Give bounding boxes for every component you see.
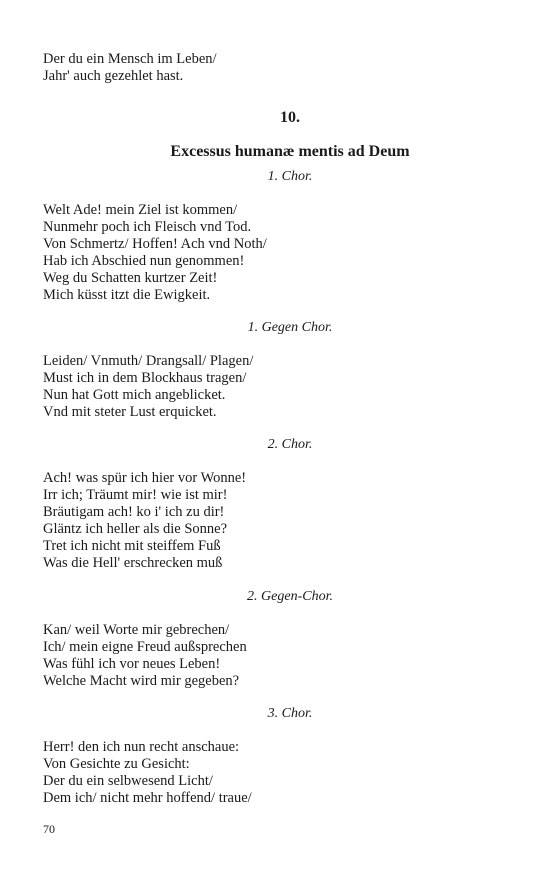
section-heading: 3. Chor. xyxy=(267,706,313,721)
verse-line: Tret ich nicht mit steiffem Fuß xyxy=(43,538,221,554)
verse-line: Welt Ade! mein Ziel ist kommen/ xyxy=(43,202,238,218)
verse-line: Herr! den ich nun recht anschaue: xyxy=(43,739,240,755)
verse-line: Leiden/ Vnmuth/ Drangsall/ Plagen/ xyxy=(43,353,254,369)
verse-line: Bräutigam ach! ko i' ich zu dir! xyxy=(43,504,225,520)
verse-line: Welche Macht wird mir gegeben? xyxy=(43,673,240,689)
verse-line: Dem ich/ nicht mehr hoffend/ traue/ xyxy=(43,790,252,806)
verse-line: Nunmehr poch ich Fleisch vnd Tod. xyxy=(43,219,252,235)
verse-line: Mich küsst itzt die Ewigkeit. xyxy=(43,287,211,303)
verse-line: Von Schmertz/ Hoffen! Ach vnd Noth/ xyxy=(43,236,267,252)
verse-line: Hab ich Abschied nun genommen! xyxy=(43,253,245,269)
poem-number: 10. xyxy=(280,109,300,126)
section-heading: 2. Chor. xyxy=(267,437,313,452)
section-heading: 2. Gegen-Chor. xyxy=(247,589,333,604)
verse-line: Must ich in dem Blockhaus tragen/ xyxy=(43,370,247,386)
intro-line: Der du ein Mensch im Leben/ xyxy=(43,51,217,67)
section-heading: 1. Chor. xyxy=(267,169,313,184)
verse-line: Was fühl ich vor neues Leben! xyxy=(43,656,221,672)
verse-line: Gläntz ich heller als die Sonne? xyxy=(43,521,228,537)
verse-line: Ich/ mein eigne Freud außsprechen xyxy=(43,639,247,655)
poem-title: Excessus humanæ mentis ad Deum xyxy=(170,143,410,160)
intro-line: Jahr' auch gezehlet hast. xyxy=(43,68,184,84)
verse-line: Was die Hell' erschrecken muß xyxy=(43,555,223,571)
verse-line: Vnd mit steter Lust erquicket. xyxy=(43,404,217,420)
page-number: 70 xyxy=(43,822,55,836)
verse-line: Von Gesichte zu Gesicht: xyxy=(43,756,190,772)
verse-line: Irr ich; Träumt mir! wie ist mir! xyxy=(43,487,228,503)
verse-line: Weg du Schatten kurtzer Zeit! xyxy=(43,270,218,286)
verse-line: Der du ein selbwesend Licht/ xyxy=(43,773,213,789)
verse-line: Nun hat Gott mich angeblicket. xyxy=(43,387,226,403)
verse-line: Ach! was spür ich hier vor Wonne! xyxy=(43,470,247,486)
verse-line: Kan/ weil Worte mir gebrechen/ xyxy=(43,622,230,638)
section-heading: 1. Gegen Chor. xyxy=(247,320,333,335)
